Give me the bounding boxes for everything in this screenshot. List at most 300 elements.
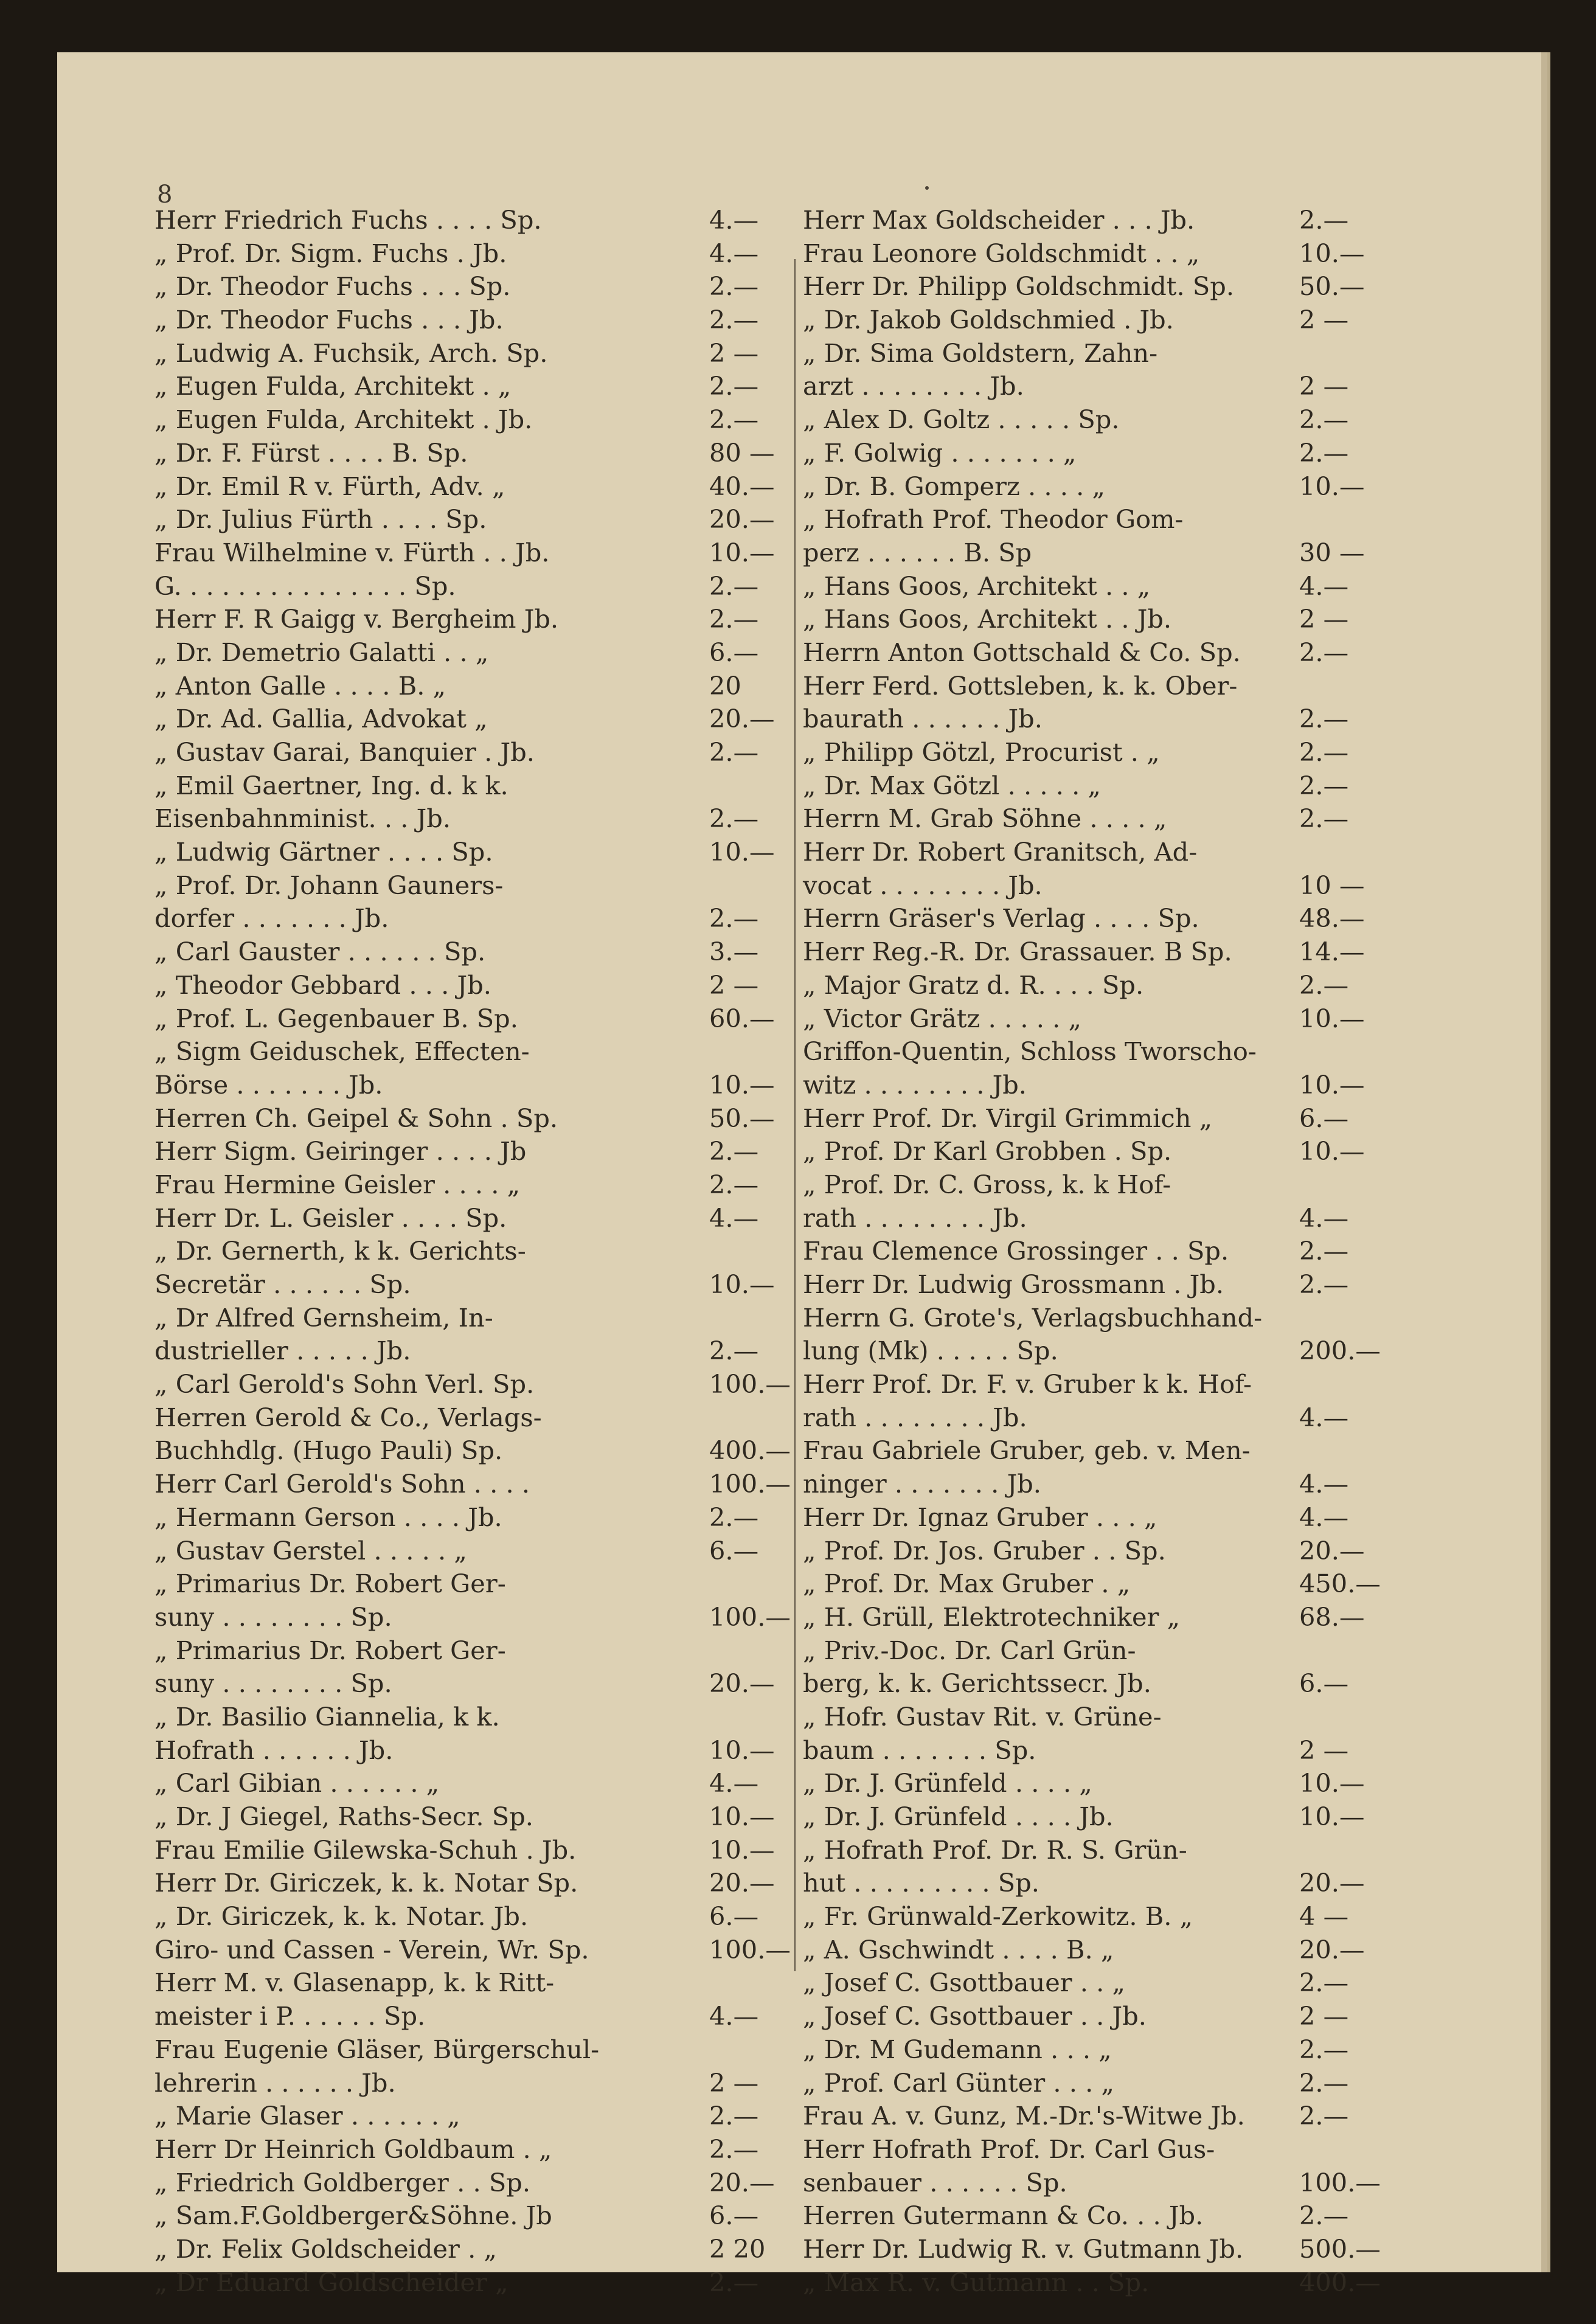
list-entry — [154, 1168, 792, 1202]
entry-amount: 100.— — [1299, 2167, 1381, 2197]
entry-amount: 80 — — [709, 437, 775, 468]
entry-name: Herrn M. Grab Söhne . . . . „ — [803, 803, 1167, 834]
list-entry — [803, 1601, 1481, 1634]
entry-name: „ Josef C. Gsottbauer . . „ — [803, 1968, 1126, 1998]
entry-amount: 2.— — [709, 1169, 759, 1199]
right-column — [803, 204, 1481, 2299]
list-entry — [154, 2199, 792, 2233]
list-entry — [803, 470, 1481, 504]
entry-name: „ Ludwig Gärtner . . . . Sp. — [154, 837, 493, 867]
entry-amount: 10.— — [709, 837, 775, 867]
entry-name: „ F. Golwig . . . . . . . „ — [803, 437, 1077, 468]
entry-name: Herrn Gräser's Verlag . . . . Sp. — [803, 903, 1199, 934]
list-entry — [154, 1434, 792, 1468]
list-entry — [803, 1069, 1481, 1102]
list-entry — [154, 304, 792, 337]
list-entry — [803, 902, 1481, 935]
entry-name: „ Prof. Dr. Sigm. Fuchs . Jb. — [154, 238, 507, 268]
entry-name: „ Dr. Emil R v. Fürth, Adv. „ — [154, 471, 505, 501]
list-entry — [803, 570, 1481, 603]
entry-name: Herren Gutermann & Co. . . Jb. — [803, 2201, 1204, 2231]
list-entry — [803, 636, 1481, 670]
entry-amount: 2.— — [1299, 404, 1349, 435]
entry-amount: 6.— — [709, 637, 759, 667]
entry-name: „ Dr. Basilio Giannelia, k k. — [154, 1701, 500, 1732]
entry-amount: 50.— — [1299, 271, 1365, 302]
entry-name: „ Dr. F. Fürst . . . . B. Sp. — [154, 437, 468, 468]
list-entry — [154, 1202, 792, 1235]
entry-name: ninger . . . . . . . Jb. — [803, 1469, 1041, 1499]
list-entry — [154, 1834, 792, 1867]
entry-name: witz . . . . . . . . Jb. — [803, 1069, 1027, 1100]
entry-amount: 2.— — [1299, 437, 1349, 468]
list-entry — [154, 1567, 792, 1601]
list-entry — [154, 2233, 792, 2266]
list-entry — [803, 1800, 1481, 1834]
entry-amount: 450.— — [1299, 1569, 1381, 1599]
entry-name: Herr Friedrich Fuchs . . . . Sp. — [154, 205, 542, 235]
entry-name: Frau Clemence Grossinger . . Sp. — [803, 1236, 1229, 1266]
list-entry — [803, 869, 1481, 903]
entry-name: Herr M. v. Glasenapp, k. k Ritt- — [154, 1968, 555, 1998]
list-entry — [803, 1535, 1481, 1568]
entry-amount: 2.— — [709, 1502, 759, 1532]
entry-name: „ Dr. Ad. Gallia, Advokat „ — [154, 704, 488, 734]
entry-amount: 6.— — [709, 1535, 759, 1566]
entry-name: „ Eugen Fulda, Architekt . „ — [154, 371, 512, 401]
entry-amount: 20.— — [709, 1668, 775, 1699]
ink-dot — [925, 186, 929, 190]
entry-amount: 100.— — [709, 1934, 791, 1965]
list-entry — [803, 1235, 1481, 1268]
list-entry — [803, 1900, 1481, 1934]
entry-amount: 20.— — [709, 504, 775, 535]
entry-name: Secretär . . . . . . Sp. — [154, 1269, 411, 1299]
entry-name: Herr Prof. Dr. F. v. Gruber k k. Hof- — [803, 1369, 1252, 1400]
entry-amount: 2.— — [709, 604, 759, 634]
entry-name: „ Primarius Dr. Robert Ger- — [154, 1635, 506, 1665]
list-entry — [803, 237, 1481, 271]
entry-name: Giro- und Cassen - Verein, Wr. Sp. — [154, 1934, 589, 1965]
list-entry — [154, 2067, 792, 2100]
entry-amount: 14.— — [1299, 937, 1365, 967]
entry-amount: 20 — [709, 670, 741, 701]
entry-amount: 2.— — [1299, 2067, 1349, 2098]
list-entry — [154, 1468, 792, 1501]
list-entry — [803, 337, 1481, 370]
entry-amount: 4.— — [709, 1202, 759, 1233]
list-entry — [803, 1966, 1481, 2000]
list-entry — [154, 1734, 792, 1767]
entry-name: „ Dr. J. Grünfeld . . . . „ — [803, 1768, 1092, 1798]
list-entry — [154, 1966, 792, 2000]
entry-amount: 10.— — [709, 1069, 775, 1100]
entry-amount: 2.— — [1299, 1236, 1349, 1266]
list-entry — [803, 736, 1481, 769]
list-entry — [803, 1501, 1481, 1535]
entry-amount: 2 20 — [709, 2233, 766, 2264]
entry-amount: 200.— — [1299, 1336, 1381, 1366]
entry-name: „ Alex D. Goltz . . . . . Sp. — [803, 404, 1120, 435]
list-entry — [154, 270, 792, 304]
entry-name: Herr Dr. Giriczek, k. k. Notar Sp. — [154, 1868, 578, 1898]
entry-name: „ Carl Gerold's Sohn Verl. Sp. — [154, 1369, 535, 1400]
entry-name: „ Theodor Gebbard . . . Jb. — [154, 969, 491, 1000]
entry-amount: 20.— — [1299, 1934, 1365, 1965]
list-entry — [803, 437, 1481, 470]
entry-name: „ Dr. J Giegel, Raths-Secr. Sp. — [154, 1802, 533, 1831]
entry-amount: 2.— — [1299, 704, 1349, 734]
list-entry — [803, 2233, 1481, 2266]
entry-name: „ Hofrath Prof. Theodor Gom- — [803, 504, 1184, 535]
entry-name: „ Hermann Gerson . . . . Jb. — [154, 1502, 502, 1532]
entry-name: „ Anton Galle . . . . B. „ — [154, 670, 446, 701]
entry-name: „ Dr. Felix Goldscheider . „ — [154, 2233, 497, 2264]
entry-amount: 50.— — [709, 1103, 775, 1133]
entry-amount: 2.— — [1299, 2034, 1349, 2064]
entry-name: Herr Dr. Robert Granitsch, Ad- — [803, 837, 1198, 867]
entry-name: Herren Gerold & Co., Verlags- — [154, 1402, 542, 1432]
entry-amount: 500.— — [1299, 2233, 1381, 2264]
entry-name: Frau Leonore Goldschmidt . . „ — [803, 238, 1200, 268]
entry-name: Herr Sigm. Geiringer . . . . Jb — [154, 1136, 527, 1167]
entry-amount: 4.— — [1299, 571, 1349, 601]
entry-amount: 10.— — [1299, 1802, 1365, 1831]
entry-name: „ Prof. Carl Günter . . . „ — [803, 2067, 1115, 2098]
list-entry — [803, 270, 1481, 304]
entry-name: „ Hans Goos, Architekt . . „ — [803, 571, 1151, 601]
list-entry — [154, 1634, 792, 1668]
entry-amount: 10.— — [709, 1735, 775, 1765]
page-number: 8 — [157, 181, 173, 209]
list-entry — [803, 1867, 1481, 1900]
entry-amount: 2.— — [709, 737, 759, 767]
entry-name: Herr Dr. Ludwig R. v. Gutmann Jb. — [803, 2233, 1244, 2264]
entry-name: „ Josef C. Gsottbauer . . Jb. — [803, 2001, 1147, 2031]
list-entry — [154, 237, 792, 271]
list-entry — [154, 1035, 792, 1069]
list-entry — [154, 869, 792, 903]
list-entry — [803, 1701, 1481, 1734]
list-entry — [154, 1601, 792, 1634]
list-entry — [154, 1334, 792, 1368]
entry-name: „ Eugen Fulda, Architekt . Jb. — [154, 404, 533, 435]
entry-amount: 2 — — [1299, 1735, 1349, 1765]
entry-name: Herr Prof. Dr. Virgil Grimmich „ — [803, 1103, 1213, 1133]
entry-amount: 2.— — [709, 1336, 759, 1366]
list-entry — [803, 1634, 1481, 1668]
list-entry — [154, 1535, 792, 1568]
list-entry — [154, 1135, 792, 1168]
entry-amount: 2.— — [709, 1136, 759, 1167]
entry-name: „ Friedrich Goldberger . . Sp. — [154, 2167, 531, 2197]
entry-amount: 2.— — [709, 271, 759, 302]
entry-name: „ Fr. Grünwald-Zerkowitz. B. „ — [803, 1901, 1193, 1932]
entry-amount: 4.— — [709, 238, 759, 268]
entry-amount: 2.— — [1299, 205, 1349, 235]
entry-amount: 20.— — [709, 1868, 775, 1898]
list-entry — [154, 2100, 792, 2133]
entry-name: „ H. Grüll, Elektrotechniker „ — [803, 1601, 1181, 1632]
list-entry — [803, 403, 1481, 437]
list-entry — [803, 1102, 1481, 1136]
entry-name: „ Marie Glaser . . . . . . „ — [154, 2101, 460, 2131]
entry-amount: 100.— — [709, 1469, 791, 1499]
list-entry — [803, 1168, 1481, 1202]
list-entry — [154, 702, 792, 736]
entry-amount: 2.— — [1299, 770, 1349, 800]
list-entry — [154, 1102, 792, 1136]
entry-amount: 6.— — [1299, 1668, 1349, 1699]
entry-amount: 2.— — [709, 2134, 759, 2164]
entry-name: „ Gustav Gerstel . . . . . „ — [154, 1535, 467, 1566]
page-edge — [1541, 52, 1547, 2272]
list-entry — [154, 1900, 792, 1934]
list-entry — [154, 935, 792, 969]
entry-name: Herr Hofrath Prof. Dr. Carl Gus- — [803, 2134, 1215, 2164]
entry-amount: 2 — — [1299, 371, 1349, 401]
entry-name: „ Sigm Geiduschek, Effecten- — [154, 1036, 530, 1067]
list-entry — [154, 2000, 792, 2033]
entry-amount: 60.— — [709, 1003, 775, 1033]
entry-amount: 4.— — [709, 205, 759, 235]
list-entry — [154, 536, 792, 570]
entry-name: „ Philipp Götzl, Procurist . „ — [803, 737, 1160, 767]
list-entry — [154, 1867, 792, 1900]
entry-amount: 10.— — [1299, 1768, 1365, 1798]
entry-name: berg, k. k. Gerichtssecr. Jb. — [803, 1668, 1151, 1699]
entry-amount: 10.— — [1299, 1069, 1365, 1100]
entry-amount: 10.— — [709, 537, 775, 567]
list-entry — [803, 2067, 1481, 2100]
entry-amount: 10.— — [1299, 1136, 1365, 1167]
entry-name: Hofrath . . . . . . Jb. — [154, 1735, 394, 1765]
list-entry — [803, 802, 1481, 836]
entry-amount: 10.— — [1299, 1003, 1365, 1033]
entry-amount: 20.— — [1299, 1535, 1365, 1566]
entry-name: „ A. Gschwindt . . . . B. „ — [803, 1934, 1114, 1965]
list-entry — [154, 2033, 792, 2067]
entry-amount: 2 — — [709, 969, 759, 1000]
list-entry — [803, 603, 1481, 636]
entry-name: „ Priv.-Doc. Dr. Carl Grün- — [803, 1635, 1136, 1665]
entry-amount: 4.— — [709, 2001, 759, 2031]
list-entry — [803, 1434, 1481, 1468]
list-entry — [803, 1567, 1481, 1601]
entry-name: „ Dr. Theodor Fuchs . . . Jb. — [154, 305, 504, 335]
entry-amount: 400.— — [709, 1435, 791, 1466]
entry-name: Frau A. v. Gunz, M.-Dr.'s-Witwe Jb. — [803, 2101, 1245, 2131]
entry-name: Frau Wilhelmine v. Fürth . . Jb. — [154, 537, 550, 567]
entry-amount: 2.— — [709, 404, 759, 435]
entry-name: „ Prof. Dr. C. Gross, k. k Hof- — [803, 1169, 1171, 1199]
list-entry — [803, 2000, 1481, 2033]
entry-name: „ Carl Gauster . . . . . . Sp. — [154, 937, 486, 967]
list-entry — [803, 1734, 1481, 1767]
entry-amount: 2.— — [1299, 1968, 1349, 1998]
list-entry — [803, 204, 1481, 237]
entry-name: „ Prof. L. Gegenbauer B. Sp. — [154, 1003, 518, 1033]
list-entry — [803, 536, 1481, 570]
entry-name: „ Dr Eduard Goldscheider „ — [154, 2267, 508, 2297]
entry-name: Herren Ch. Geipel & Sohn . Sp. — [154, 1103, 558, 1133]
entry-amount: 2 — — [1299, 2001, 1349, 2031]
entry-name: „ Major Gratz d. R. . . . Sp. — [803, 969, 1144, 1000]
entry-name: „ Prof. Dr. Max Gruber . „ — [803, 1569, 1131, 1599]
entry-name: Buchhdlg. (Hugo Pauli) Sp. — [154, 1435, 503, 1466]
entry-amount: 400.— — [1299, 2267, 1381, 2297]
list-entry — [154, 2133, 792, 2166]
entry-name: „ Prof. Dr Karl Grobben . Sp. — [803, 1136, 1172, 1167]
list-entry — [154, 736, 792, 769]
entry-amount: 2.— — [1299, 2101, 1349, 2131]
list-entry — [154, 1368, 792, 1401]
entry-name: perz . . . . . . B. Sp — [803, 537, 1032, 567]
entry-name: Herr Max Goldscheider . . . Jb. — [803, 205, 1195, 235]
entry-amount: 10.— — [709, 1834, 775, 1865]
list-entry — [803, 1667, 1481, 1701]
entry-amount: 4.— — [1299, 1402, 1349, 1432]
list-entry — [154, 1268, 792, 1302]
list-entry — [803, 2033, 1481, 2067]
list-entry — [803, 503, 1481, 536]
entry-name: Herr Dr. L. Geisler . . . . Sp. — [154, 1202, 507, 1233]
entry-name: „ Sam.F.Goldberger&Söhne. Jb — [154, 2201, 552, 2231]
entry-name: Herr Reg.-R. Dr. Grassauer. B Sp. — [803, 937, 1232, 967]
entry-name: „ Dr. J. Grünfeld . . . . Jb. — [803, 1802, 1114, 1831]
list-entry — [803, 1468, 1481, 1501]
list-entry — [154, 1767, 792, 1800]
entry-amount: 4.— — [709, 1768, 759, 1798]
entry-name: G. . . . . . . . . . . . . . . Sp. — [154, 571, 456, 601]
entry-amount: 2.— — [709, 371, 759, 401]
list-entry — [154, 1401, 792, 1435]
list-entry — [803, 2100, 1481, 2133]
entry-amount: 6.— — [1299, 1103, 1349, 1133]
entry-name: „ Ludwig A. Fuchsik, Arch. Sp. — [154, 338, 548, 368]
entry-amount: 10.— — [1299, 238, 1365, 268]
list-entry — [803, 1135, 1481, 1168]
entry-amount: 2 — — [1299, 305, 1349, 335]
entry-amount: 20.— — [1299, 1868, 1365, 1898]
entry-name: Eisenbahnminist. . . Jb. — [154, 803, 451, 834]
entry-amount: 2 — — [709, 2067, 759, 2098]
list-entry — [803, 2133, 1481, 2166]
column-divider — [794, 259, 796, 1971]
entry-amount: 20.— — [709, 2167, 775, 2197]
entry-amount: 3.— — [709, 937, 759, 967]
entry-name: „ Dr. Theodor Fuchs . . . Sp. — [154, 271, 511, 302]
entry-name: „ Dr. Jakob Goldschmied . Jb. — [803, 305, 1174, 335]
entry-name: „ Hans Goos, Architekt . . Jb. — [803, 604, 1172, 634]
entry-amount: 4.— — [1299, 1202, 1349, 1233]
entry-amount: 100.— — [709, 1369, 791, 1400]
list-entry — [154, 769, 792, 803]
list-entry — [154, 1934, 792, 1967]
entry-name: Herr Ferd. Gottsleben, k. k. Ober- — [803, 670, 1238, 701]
entry-name: rath . . . . . . . . Jb. — [803, 1202, 1027, 1233]
list-entry — [154, 503, 792, 536]
entry-name: Herr Dr Heinrich Goldbaum . „ — [154, 2134, 552, 2164]
entry-name: „ Victor Grätz . . . . . „ — [803, 1003, 1082, 1033]
entry-amount: 2.— — [1299, 803, 1349, 834]
entry-amount: 2.— — [1299, 969, 1349, 1000]
entry-amount: 2.— — [1299, 737, 1349, 767]
entry-amount: 2.— — [709, 2101, 759, 2131]
list-entry — [803, 1268, 1481, 1302]
entry-name: „ Dr. Julius Fürth . . . . Sp. — [154, 504, 487, 535]
list-entry — [803, 2166, 1481, 2200]
list-entry — [154, 2166, 792, 2200]
list-entry — [154, 836, 792, 869]
entry-name: senbauer . . . . . . Sp. — [803, 2167, 1067, 2197]
list-entry — [803, 670, 1481, 703]
left-column — [154, 204, 792, 2299]
entry-name: „ Prof. Dr. Jos. Gruber . . Sp. — [803, 1535, 1166, 1566]
list-entry — [154, 337, 792, 370]
list-entry — [154, 969, 792, 1002]
list-entry — [154, 437, 792, 470]
list-entry — [154, 1002, 792, 1036]
entry-name: „ Dr Alfred Gernsheim, In- — [154, 1302, 493, 1333]
entry-amount: 30 — — [1299, 537, 1365, 567]
entry-name: rath . . . . . . . . Jb. — [803, 1402, 1027, 1432]
entry-name: „ Prof. Dr. Johann Gauners- — [154, 870, 504, 900]
entry-name: „ Primarius Dr. Robert Ger- — [154, 1569, 506, 1599]
list-entry — [803, 370, 1481, 403]
entry-name: hut . . . . . . . . . Sp. — [803, 1868, 1039, 1898]
entry-name: „ Hofr. Gustav Rit. v. Grüne- — [803, 1701, 1162, 1732]
entry-amount: 2.— — [1299, 2201, 1349, 2231]
entry-name: dorfer . . . . . . . Jb. — [154, 903, 389, 934]
entry-name: Herr Dr. Ignaz Gruber . . . „ — [803, 1502, 1157, 1532]
entry-name: dustrieller . . . . . Jb. — [154, 1336, 411, 1366]
entry-name: „ Dr. Gernerth, k k. Gerichts- — [154, 1236, 526, 1266]
list-entry — [154, 403, 792, 437]
list-entry — [803, 769, 1481, 803]
entry-amount: 2 — — [1299, 604, 1349, 634]
entry-amount: 10.— — [1299, 471, 1365, 501]
entry-amount: 10.— — [709, 1802, 775, 1831]
list-entry — [803, 2266, 1481, 2300]
entry-name: „ Dr. B. Gomperz . . . . „ — [803, 471, 1106, 501]
entry-name: lung (Mk) . . . . . Sp. — [803, 1336, 1058, 1366]
entry-name: lehrerin . . . . . . Jb. — [154, 2067, 396, 2098]
list-entry — [803, 1934, 1481, 1967]
list-entry — [803, 836, 1481, 869]
list-entry — [803, 969, 1481, 1002]
entry-name: Herr Dr. Ludwig Grossmann . Jb. — [803, 1269, 1224, 1299]
list-entry — [803, 2199, 1481, 2233]
entry-name: „ Gustav Garai, Banquier . Jb. — [154, 737, 535, 767]
list-entry — [154, 1800, 792, 1834]
entry-name: suny . . . . . . . . Sp. — [154, 1601, 392, 1632]
list-entry — [154, 470, 792, 504]
entry-amount: 2.— — [709, 2267, 759, 2297]
entry-name: Herrn Anton Gottschald & Co. Sp. — [803, 637, 1241, 667]
entry-name: „ Dr. Demetrio Galatti . . „ — [154, 637, 489, 667]
list-entry — [154, 1667, 792, 1701]
entry-amount: 40.— — [709, 471, 775, 501]
entry-amount: 4 — — [1299, 1901, 1349, 1932]
entry-name: Frau Hermine Geisler . . . . „ — [154, 1169, 521, 1199]
entry-name: „ Dr. Sima Goldstern, Zahn- — [803, 338, 1158, 368]
list-entry — [154, 636, 792, 670]
entry-amount: 2.— — [709, 803, 759, 834]
list-entry — [803, 1401, 1481, 1435]
entry-amount: 2 — — [709, 338, 759, 368]
list-entry — [803, 702, 1481, 736]
